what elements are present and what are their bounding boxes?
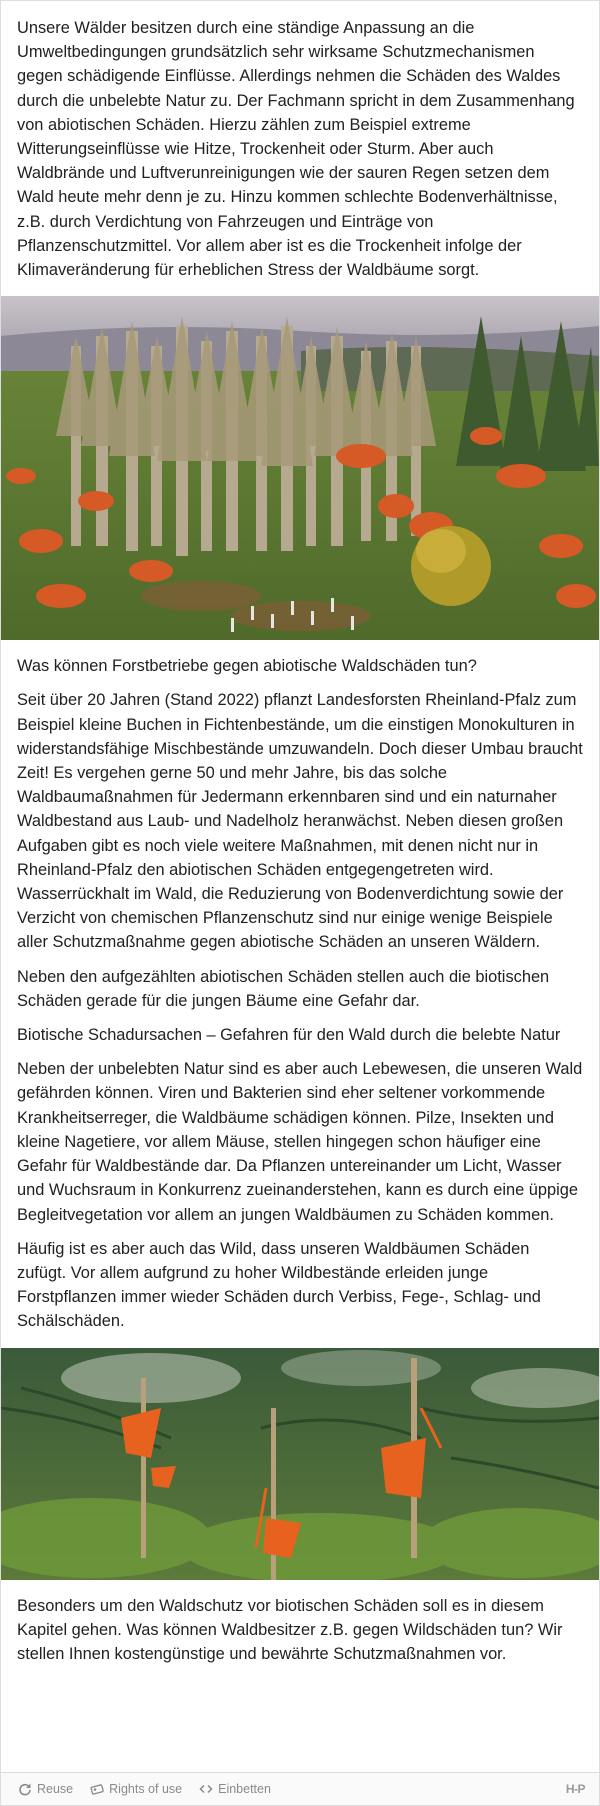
code-icon xyxy=(199,1782,213,1796)
image-damaged-forest xyxy=(1,296,599,640)
paragraph-wild-damage: Häufig ist es aber auch das Wild, dass unseren Waldbäumen Schäden zufügt. Vor allem aufgrund zu hoher Wildbestände erleiden junge Forstpflanzen immer wieder Schäden durch Verbiss, Fege-, Schlag- und Schälschäden. xyxy=(17,1239,541,1331)
embed-label: Einbetten xyxy=(218,1782,271,1796)
rights-of-use-button[interactable] xyxy=(90,1782,182,1796)
reuse-label: Reuse xyxy=(37,1782,74,1796)
measures-text-block xyxy=(1,640,599,1333)
intro-text-block xyxy=(1,1,599,282)
paragraph-biotic-transition: Neben den aufgezählten abiotischen Schäden stellen auch die biotischen Schäden gerade für die jungen Bäume eine Gefahr dar. xyxy=(17,967,550,1010)
h5p-logo[interactable]: H-P xyxy=(565,1782,585,1796)
embed-button[interactable] xyxy=(199,1782,271,1796)
h5p-actions-bar xyxy=(1,1772,599,1805)
paragraph-abiotic-intro: Unsere Wälder besitzen durch eine ständige Anpassung an die Umweltbedingungen grundsätzlich sehr wirksame Schutzmechanismen gegen schädigende Einflüsse. Allerdings nehmen die Schäden des Waldes durch die unbelebte Natur zu. Der Fachmann spricht in dem Zusammenhang von abiotischen Schäden. Hierzu zählen zum Beispiel extreme Witterungseinflüsse wie Hitze, Trockenheit oder Sturm. Aber auch Waldbrände und Luftverunreinigungen wie der sauren Regen setzen dem Wald heute mehr denn je zu. Hinzu kommen schlechte Bodenverhältnisse, z.B. durch Verdichtung von Fahrzeugen und Einträge von Pflanzenschutzmittel. Vor allem aber ist es die Trockenheit infolge der Klimaveränderung für erheblichen Stress der Waldbäume sorgt. xyxy=(17,19,575,280)
refresh-icon xyxy=(18,1782,32,1796)
rights-of-use-label: Rights of use xyxy=(109,1782,183,1796)
young-trees-illustration xyxy=(1,1348,599,1580)
paragraph-landesforsten: Seit über 20 Jahren (Stand 2022) pflanzt Landesforsten Rheinland-Pfalz zum Beispiel kleine Buchen in Fichtenbestände, um die einstigen Monokulturen in widerstandsfähige Mischbestände umzuwandeln. Doch dieser Umbau braucht Zeit! Es vergehen gerne 50 und mehr Jahre, bis das solche Waldbaumaßnahmen für Jedermann erkennbaren sind und ein naturnaher Waldbestand aus Laub- und Nadelholz heranwächst. Neben diesen großen Aufgaben gibt es noch viele weitere Maßnahmen, mit denen nicht nur in Rheinland-Pfalz den abiotischen Schäden entgegengetreten wird. Wasserrückhalt im Wald, die Reduzierung von Bodenverdichtung sowie der Verzicht von chemischen Pflanzenschutz sind nur einige wenige Beispiele aller Schutzmaßnahme gegen abiotische Schäden an unseren Wäldern. xyxy=(17,691,583,952)
license-icon xyxy=(90,1782,104,1796)
paragraph-biotic-causes: Neben der unbelebten Natur sind es aber auch Lebewesen, die unseren Wald gefährden können. Viren und Bakterien sind eher seltener vorkommende Krankheitserreger, die Waldbäume schädigen können. Pilze, Insekten und kleine Nagetiere, vor allem Mäuse, stellen hingegen schon häufiger eine Gefahr für Waldbestände dar. Da Pflanzen untereinander um Licht, Wasser und Wuchsraum in Konkurrenz zueinanderstehen, kann es durch eine üppige Begleitvegetation vor allem an jungen Waldbäumen zu Schäden kommen. xyxy=(17,1060,583,1224)
image-young-trees-markers xyxy=(1,1348,599,1580)
reuse-button[interactable] xyxy=(18,1782,73,1796)
chapter-intro-block xyxy=(1,1580,599,1667)
paragraph-question-abiotic: Was können Forstbetriebe gegen abiotische Waldschäden tun? xyxy=(17,657,477,676)
paragraph-biotic-heading: Biotische Schadursachen – Gefahren für den Wald durch die belebte Natur xyxy=(17,1026,561,1045)
paragraph-chapter-intro: Besonders um den Waldschutz vor biotischen Schäden soll es in diesem Kapitel gehen. Was können Waldbesitzer z.B. gegen Wildschäden tun? Wir stellen Ihnen kostengünstige und bewährte Schutzmaßnahmen vor. xyxy=(17,1596,563,1663)
damaged-forest-illustration xyxy=(1,296,599,640)
